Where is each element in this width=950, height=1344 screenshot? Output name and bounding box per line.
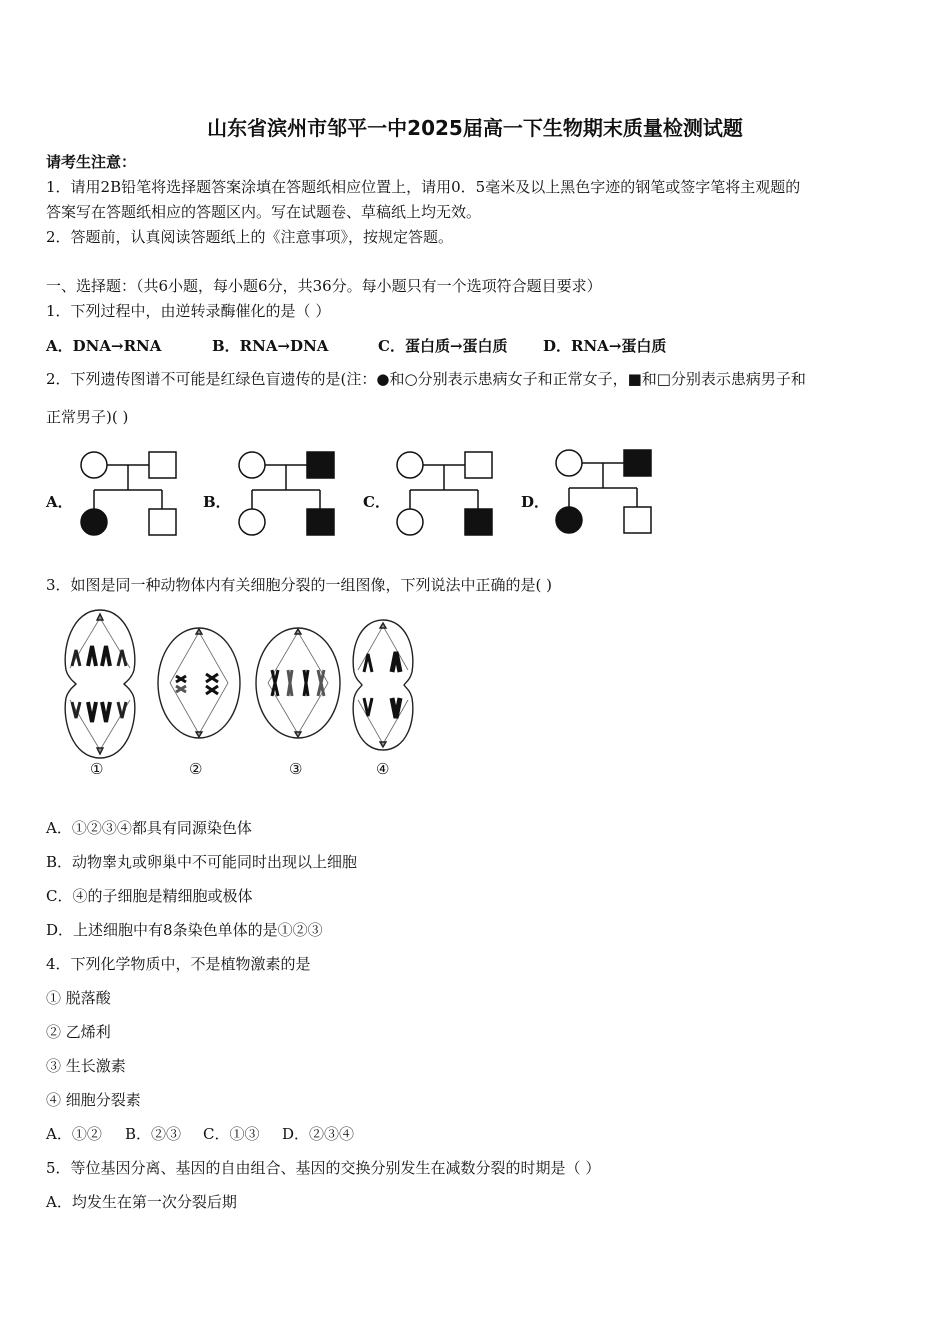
notice-line-2: 2．答题前，认真阅读答题纸上的《注意事项》，按规定答题。 (46, 228, 454, 246)
cell-figure-2 (156, 626, 242, 740)
pedigree-a (78, 448, 183, 540)
q4-item-4: ④ 细胞分裂素 (46, 1091, 141, 1109)
q3-option-c: C．④的子细胞是精细胞或极体 (46, 887, 253, 905)
page-title: 山东省滨州市邹平一中2025届高一下生物期末质量检测试题 (207, 116, 743, 140)
pedigree-label-d: D． (521, 493, 550, 511)
q4-item-2: ② 乙烯利 (46, 1023, 111, 1041)
q3-stem: 3．如图是同一种动物体内有关细胞分裂的一组图像，下列说法中正确的是( ) (46, 576, 553, 594)
q4-item-3: ③ 生长激素 (46, 1057, 126, 1075)
cell-label-4: ④ (376, 760, 390, 778)
notice-line-1b: 答案写在答题纸相应的答题区内。写在试题卷、草稿纸上均无效。 (46, 203, 482, 221)
q5-option-a: A．均发生在第一次分裂后期 (46, 1193, 237, 1211)
section-heading: 一、选择题：（共6小题，每小题6分，共36分。每小题只有一个选项符合题目要求） (46, 277, 602, 295)
q4-option-a: A．①② (46, 1125, 102, 1143)
notice-heading: 请考生注意： (46, 153, 137, 171)
q1-option-d: D．RNA→蛋白质 (543, 337, 667, 355)
q4-item-1: ① 脱落酸 (46, 989, 111, 1007)
q2-stem-a: 2．下列遗传图谱不可能是红绿色盲遗传的是(注：●和○分别表示患病女子和正常女子，■和□分别表示患病男子和 (46, 370, 806, 388)
q1-option-c: C．蛋白质→蛋白质 (378, 337, 508, 355)
q5-stem: 5．等位基因分离、基因的自由组合、基因的交换分别发生在减数分裂的时期是（ ） (46, 1159, 601, 1177)
q4-stem: 4．下列化学物质中，不是植物激素的是 (46, 955, 311, 973)
pedigree-label-a: A． (46, 493, 73, 511)
q2-stem-b: 正常男子)( ) (46, 408, 129, 426)
pedigree-b (236, 448, 341, 540)
q3-option-a: A．①②③④都具有同源染色体 (46, 819, 252, 837)
q4-option-c: C．①③ (203, 1125, 260, 1143)
q1-stem: 1．下列过程中，由逆转录酶催化的是（ ） (46, 302, 331, 320)
pedigree-c (394, 448, 499, 540)
q1-option-a: A．DNA→RNA (46, 337, 162, 355)
cell-label-3: ③ (289, 760, 303, 778)
cell-figure-3 (254, 626, 342, 740)
cell-figure-4 (348, 618, 418, 752)
q4-option-d: D．②③④ (282, 1125, 355, 1143)
pedigree-label-b: B． (203, 493, 231, 511)
q3-option-b: B．动物睾丸或卵巢中不可能同时出现以上细胞 (46, 853, 358, 871)
q3-option-d: D．上述细胞中有8条染色单体的是①②③ (46, 921, 323, 939)
pedigree-label-c: C． (363, 493, 390, 511)
cell-label-2: ② (189, 760, 203, 778)
q4-option-b: B．②③ (125, 1125, 182, 1143)
q1-option-b: B．RNA→DNA (212, 337, 329, 355)
notice-line-1a: 1．请用2B铅笔将选择题答案涂填在答题纸相应位置上，请用0．5毫米及以上黑色字迹的钢笔或签字笔将主观题的 (46, 178, 801, 196)
pedigree-d (553, 446, 658, 538)
cell-figure-1 (58, 608, 142, 760)
cell-label-1: ① (90, 760, 104, 778)
